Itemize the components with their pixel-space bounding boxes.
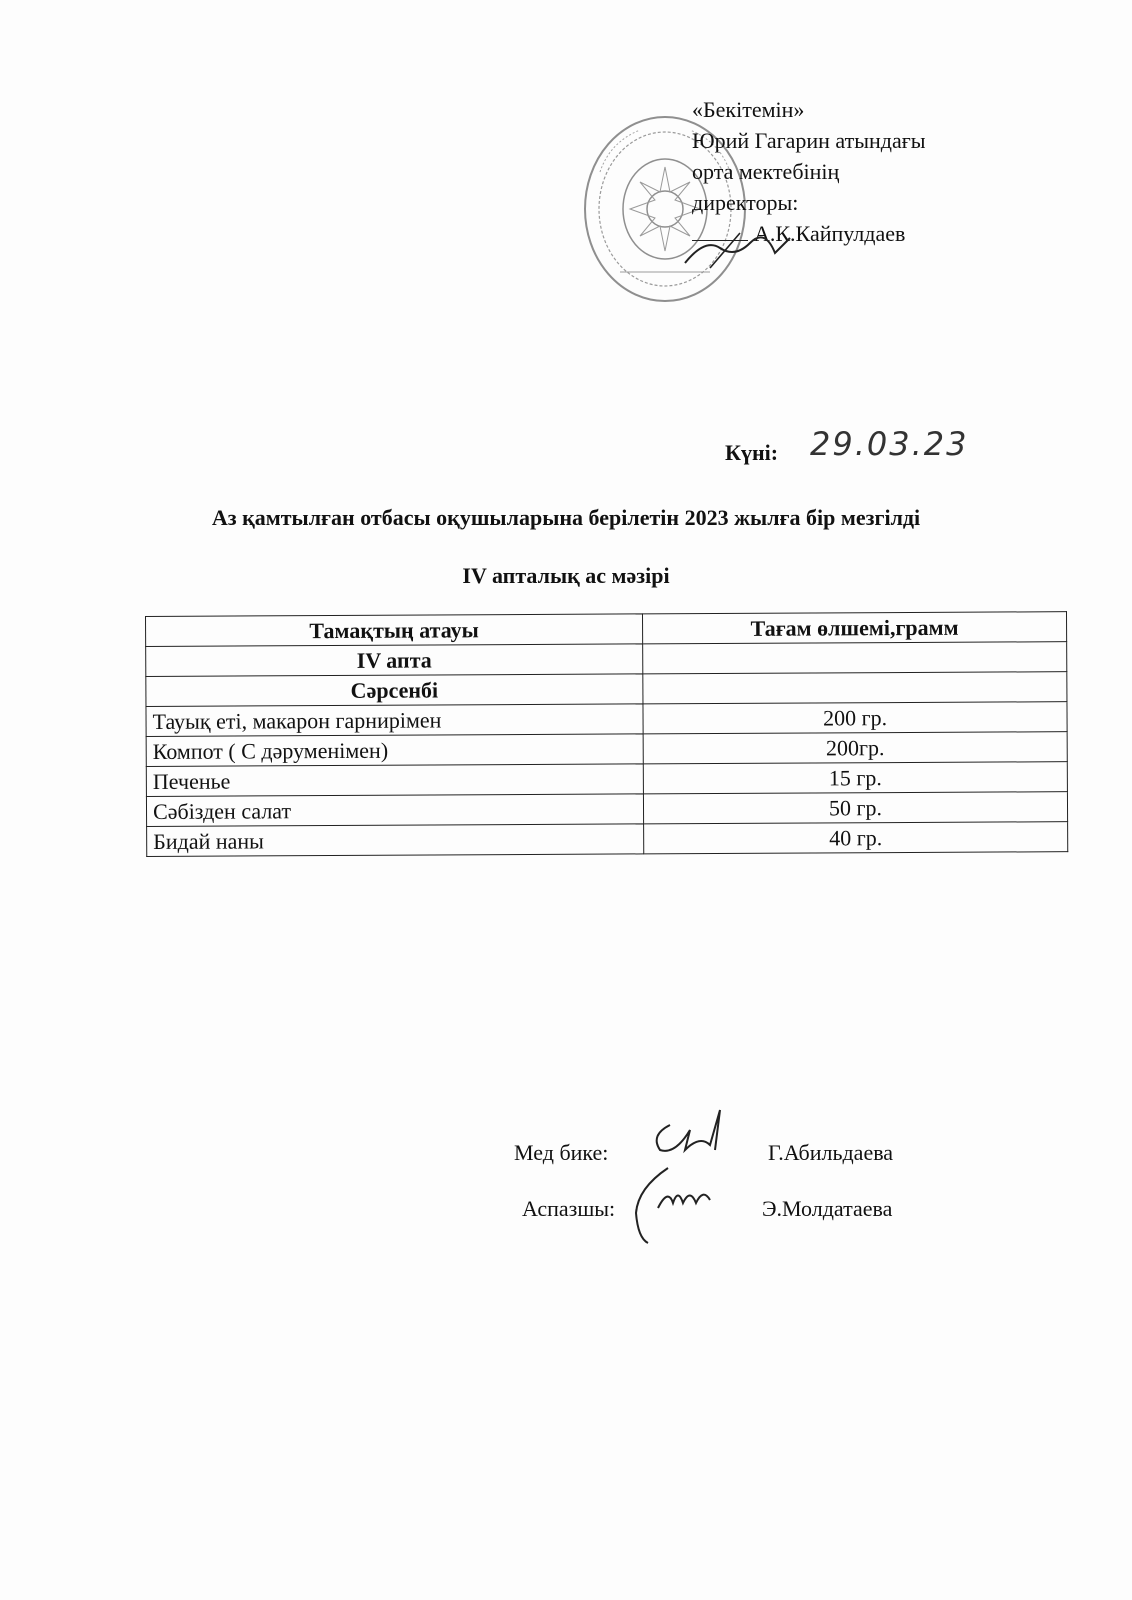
cell-amount: 200 гр. bbox=[643, 702, 1067, 734]
date-row bbox=[725, 440, 778, 466]
day-label: Сәрсенбі bbox=[146, 674, 643, 707]
cook-label: Аспазшы: bbox=[522, 1196, 616, 1221]
cell-amount: 15 гр. bbox=[643, 762, 1067, 794]
date-value: 29.03.23 bbox=[810, 425, 969, 463]
table-row bbox=[146, 642, 1067, 677]
menu-table bbox=[145, 611, 1068, 857]
nurse-signature-icon bbox=[645, 1105, 745, 1165]
approval-school-line: Юрий Гагарин атындағы bbox=[692, 128, 926, 153]
approval-school-line-2: орта мектебінің bbox=[692, 159, 840, 184]
table-row bbox=[146, 732, 1067, 767]
cell-amount: 200гр. bbox=[643, 732, 1067, 764]
director-signature-icon bbox=[680, 218, 800, 278]
cell-dish: Тауық еті, макарон гарнирімен bbox=[146, 704, 643, 737]
cell-amount: 50 гр. bbox=[643, 792, 1067, 824]
table-header-row bbox=[146, 612, 1067, 647]
document-title: Аз қамтылған отбасы оқушыларына берілетін 2023 жылға бір мезгілді bbox=[211, 505, 921, 530]
header-portion: Тағам өлшемі,грамм bbox=[642, 612, 1066, 644]
table-row bbox=[147, 822, 1068, 857]
cell-dish: Бидай наны bbox=[147, 824, 644, 857]
cook-signature-icon bbox=[628, 1158, 728, 1248]
approval-title: «Бекітемін» bbox=[692, 97, 805, 122]
cell-dish: Компот ( С дәруменімен) bbox=[146, 734, 643, 767]
date-label: Күні: bbox=[725, 440, 779, 465]
approval-position: директоры: bbox=[692, 190, 799, 215]
cell-dish: Печенье bbox=[146, 764, 643, 797]
header-dish-name: Тамақтың атауы bbox=[146, 614, 643, 647]
document-subtitle: IV апталық ас мәзірі bbox=[462, 563, 670, 588]
table-row bbox=[146, 702, 1067, 737]
nurse-name: Г.Абильдаева bbox=[768, 1140, 894, 1165]
table-row bbox=[146, 672, 1067, 707]
table-row bbox=[146, 792, 1067, 827]
week-label: IV апта bbox=[146, 644, 643, 677]
cell-amount: 40 гр. bbox=[644, 822, 1068, 854]
cell-amount bbox=[643, 672, 1067, 704]
nurse-label: Мед бике: bbox=[514, 1140, 609, 1165]
cell-amount bbox=[643, 642, 1067, 674]
table-row bbox=[146, 762, 1067, 797]
cell-dish: Сәбізден салат bbox=[146, 794, 643, 827]
director-name: А.К.Кайпулдаев bbox=[754, 221, 906, 246]
cook-name: Э.Молдатаева bbox=[762, 1196, 893, 1221]
